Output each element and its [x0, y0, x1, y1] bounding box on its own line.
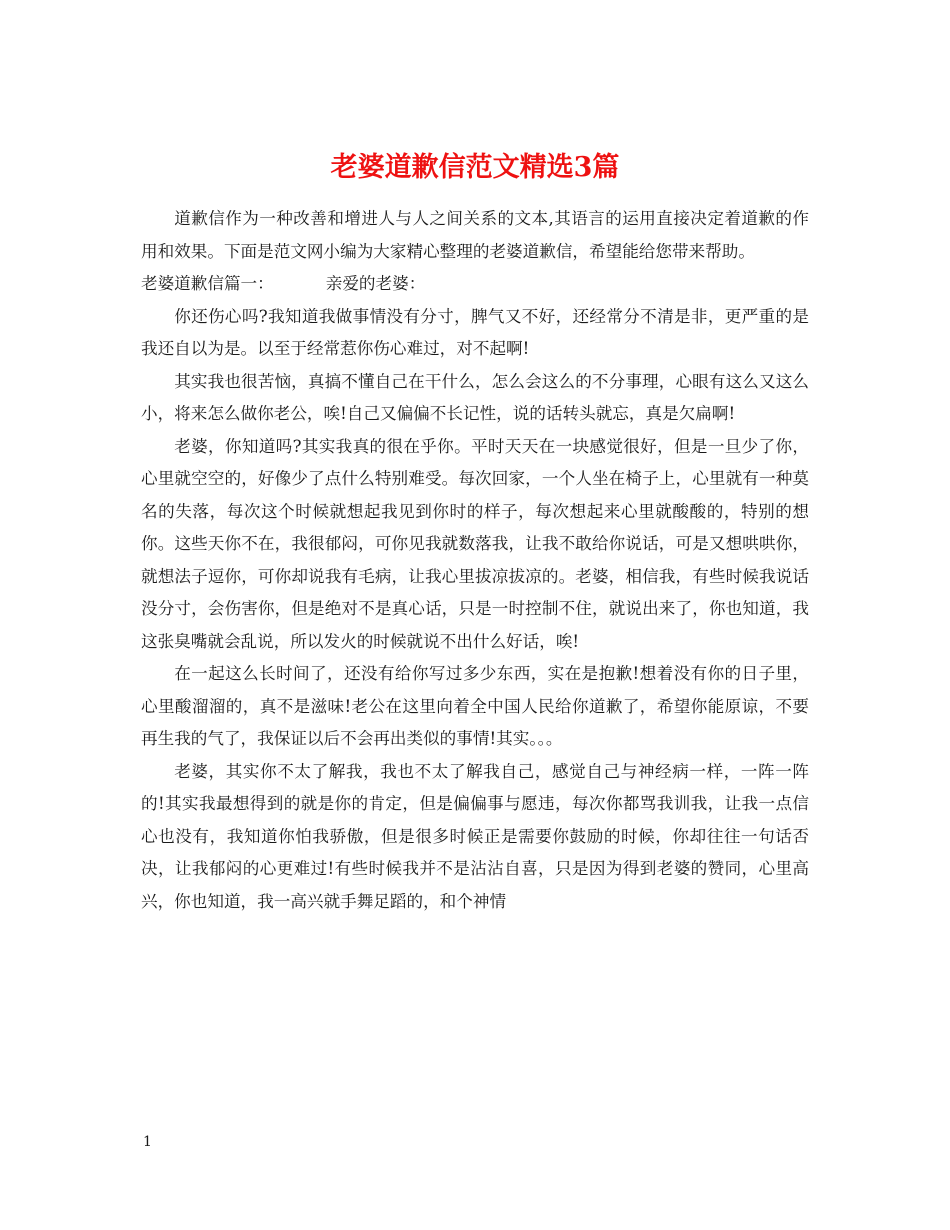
section-heading-line [141, 268, 809, 301]
body-paragraph: 你还伤心吗?我知道我做事情没有分寸，脾气又不好，还经常分不清是非，更严重的是我还自以为是。以至于经常惹你伤心难过，对不起啊! [141, 306, 809, 358]
body-paragraph: 老婆，你知道吗?其实我真的很在乎你。平时天天在一块感觉很好，但是一旦少了你，心里就空空的，好像少了点什么特别难受。每次回家，一个人坐在椅子上，心里就有一种莫名的失落，每次这个时候就想起我见到你时的样子，每次想起来心里就酸酸的，特别的想你。这些天你不在，我很郁闷，可你见我就数落我，让我不敢给你说话，可是又想哄哄你，就想法子逗你，可你却说我有毛病，让我心里拔凉拔凉的。老婆，相信我，有些时候我说话没分寸，会伤害你，但是绝对不是真心话，只是一时控制不住，就说出来了，你也知道，我这张臭嘴就会乱说，所以发火的时候就说不出什么好话，唉! [141, 436, 809, 651]
document-body [141, 203, 809, 918]
intro-paragraph: 道歉信作为一种改善和增进人与人之间关系的文本,其语言的运用直接决定着道歉的作用和效果。下面是范文网小编为大家精心整理的老婆道歉信，希望能给您带来帮助。 [141, 209, 809, 261]
body-paragraph: 老婆，其实你不太了解我，我也不太了解我自己，感觉自己与神经病一样，一阵一阵的!其实我最想得到的就是你的肯定，但是偏偏事与愿违，每次你都骂我训我，让我一点信心也没有，我知道你怕我骄傲，但是很多时候正是需要你鼓励的时候，你却往往一句话否决，让我郁闷的心更难过!有些时候我并不是沾沾自喜，只是因为得到老婆的赞同，心里高兴，你也知道，我一高兴就手舞足蹈的，和个神情 [141, 761, 809, 911]
page-number: 1 [143, 1134, 152, 1150]
body-paragraph: 其实我也很苦恼，真搞不懂自己在干什么，怎么会这么的不分事理，心眼有这么又这么小，将来怎么做你老公，唉!自己又偏偏不长记性，说的话转头就忘，真是欠扁啊! [141, 371, 809, 423]
body-paragraph: 在一起这么长时间了，还没有给你写过多少东西，实在是抱歉!想着没有你的日子里，心里酸溜溜的，真不是滋味!老公在这里向着全中国人民给你道歉了，希望你能原谅，不要再生我的气了，我保证以后不会再出类似的事情!其实。。。 [141, 664, 809, 748]
salutation: 亲爱的老婆： [325, 274, 426, 293]
document-title: 老婆道歉信范文精选3篇 [330, 152, 620, 184]
section-heading: 老婆道歉信篇一： [141, 274, 274, 293]
